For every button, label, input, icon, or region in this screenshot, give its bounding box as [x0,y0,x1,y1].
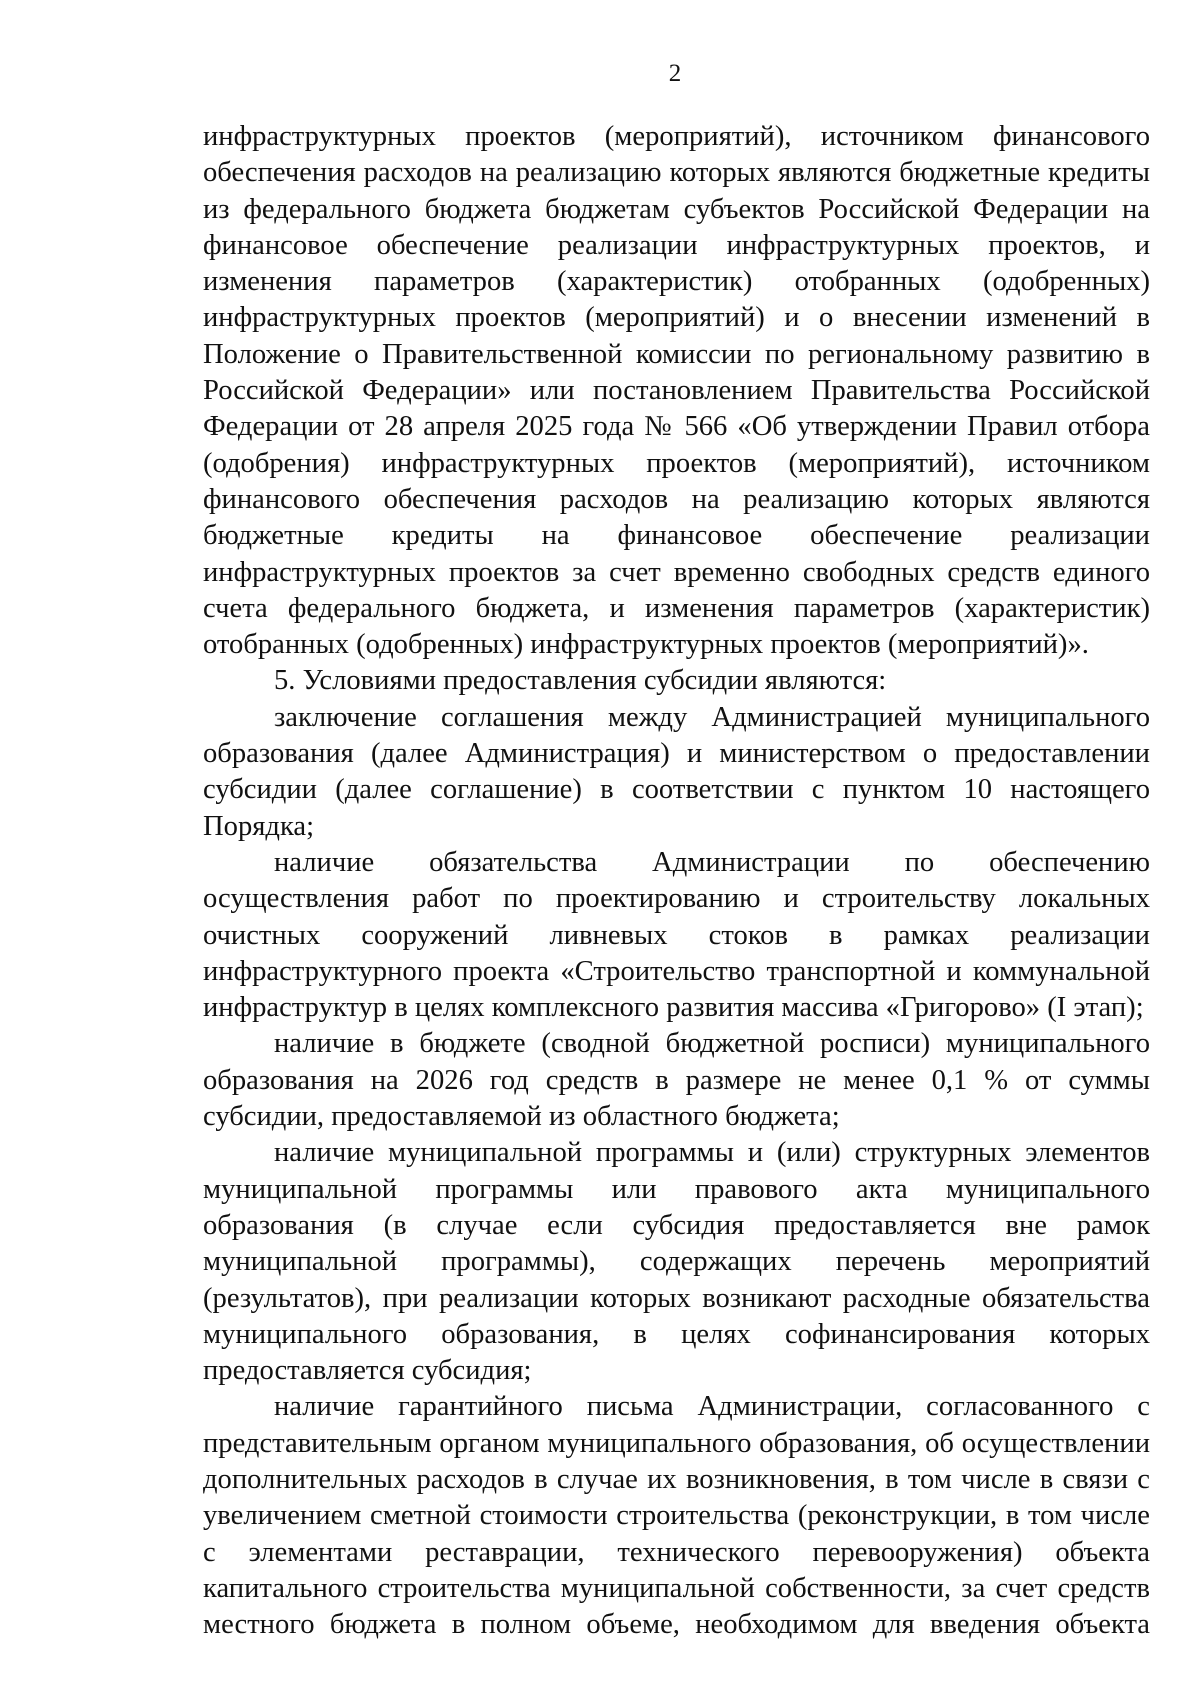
document-body [203,119,1150,1643]
paragraph-condition-obligation: наличие обязательства Администрации по обеспечению осуществления работ по проектированию и строительству локальных очистных сооружений ливневых стоков в рамках реализации инфраструктурного проекта «Строительство транспортной и коммунальной инфраструктур в целях комплексного развития массива «Григорово» (I этап); [203,846,1150,1024]
paragraph-condition-municipal-program: наличие муниципальной программы и (или) структурных элементов муниципальной программы или правового акта муниципального образования (в случае если субсидия предоставляется вне рамок муниципальной программы), содержащих перечень мероприятий (результатов), при реализации которых возникают расходные обязательства муниципального образования, в целях софинансирования которых предоставляется субсидия; [203,1137,1150,1387]
page-number: 2 [668,60,682,87]
paragraph-continued-text: инфраструктурных проектов (мероприятий), источником финансового обеспечения расходов на реализацию которых являются бюджетные кредиты из федерального бюджета бюджетам субъектов Российской Федерации на финансовое обеспечение реализации инфраструктурных проектов, и изменения параметров (характеристик) отобранных (одобренных) инфраструктурных проектов (мероприятий) и о внесении изменений в Положение о Правительственной комиссии по региональному развитию в Российской Федерации» или постановлением Правительства Российской Федерации от 28 апреля 2025 года № 566 «Об утверждении Правил отбора (одобрения) инфраструктурных проектов (мероприятий), источником финансового обеспечения расходов на реализацию которых являются бюджетные кредиты на финансовое обеспечение реализации инфраструктурных проектов за счет временно свободных средств единого счета федерального бюджета, и изменения параметров (характеристик) отобранных (одобренных) инфраструктурных проектов (мероприятий)». [203,121,1150,661]
paragraph-condition-budget-funds: наличие в бюджете (сводной бюджетной росписи) муниципального образования на 2026 год средств в размере не менее 0,1 % от суммы субсидии, предоставляемой из областного бюджета; [203,1028,1150,1133]
paragraph-condition-guarantee-letter: наличие гарантийного письма Администрации, согласованного с представительным органом муниципального образования, об осуществлении дополнительных расходов в случае их возникновения, в том числе в связи с увеличением сметной стоимости строительства (реконструкции, в том числе с элементами реставрации, технического перевооружения) объекта капитального строительства муниципальной собственности, за счет средств местного бюджета в полном объеме, необходимом для введения объекта [203,1391,1150,1641]
paragraph-item-5-heading: 5. Условиями предоставления субсидии являются: [274,665,887,697]
paragraph-condition-agreement: заключение соглашения между Администрацией муниципального образования (далее Администрация) и министерством о предоставлении субсидии (далее соглашение) в соответствии с пунктом 10 настоящего Порядка; [203,701,1150,842]
